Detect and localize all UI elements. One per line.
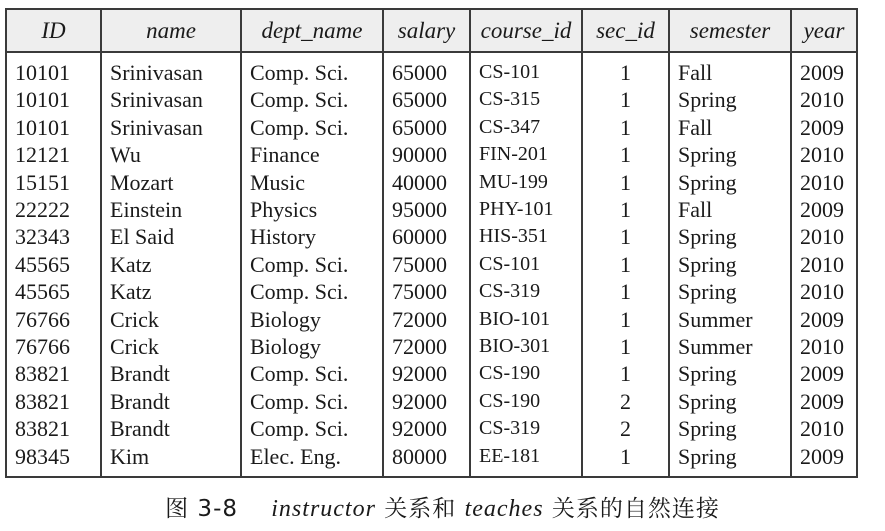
cell-dept-name: History bbox=[241, 223, 383, 250]
column-header-salary: salary bbox=[383, 9, 470, 52]
cell-id: 76766 bbox=[6, 306, 101, 333]
cell-year: 2010 bbox=[791, 169, 857, 196]
cell-salary: 75000 bbox=[383, 251, 470, 278]
cell-dept-name: Comp. Sci. bbox=[241, 86, 383, 113]
cell-sec-id: 1 bbox=[582, 278, 669, 305]
header-row bbox=[6, 9, 857, 52]
cell-course-id: CS-101 bbox=[470, 52, 582, 86]
cell-year: 2010 bbox=[791, 251, 857, 278]
column-header-semester: semester bbox=[669, 9, 791, 52]
cell-name: Mozart bbox=[101, 169, 241, 196]
cell-dept-name: Finance bbox=[241, 141, 383, 168]
cell-salary: 95000 bbox=[383, 196, 470, 223]
cell-year: 2009 bbox=[791, 443, 857, 477]
cell-salary: 90000 bbox=[383, 141, 470, 168]
column-header-dept-name: dept_name bbox=[241, 9, 383, 52]
cell-sec-id: 1 bbox=[582, 333, 669, 360]
cell-course-id: CS-319 bbox=[470, 278, 582, 305]
cell-year: 2009 bbox=[791, 306, 857, 333]
cell-id: 83821 bbox=[6, 360, 101, 387]
table-row bbox=[6, 196, 857, 223]
cell-sec-id: 1 bbox=[582, 306, 669, 333]
cell-dept-name: Comp. Sci. bbox=[241, 388, 383, 415]
cell-sec-id: 1 bbox=[582, 196, 669, 223]
cell-course-id: BIO-101 bbox=[470, 306, 582, 333]
cell-name: El Said bbox=[101, 223, 241, 250]
cell-name: Brandt bbox=[101, 415, 241, 442]
table-row bbox=[6, 415, 857, 442]
cell-year: 2010 bbox=[791, 333, 857, 360]
cell-course-id: CS-347 bbox=[470, 114, 582, 141]
cell-sec-id: 1 bbox=[582, 86, 669, 113]
cell-semester: Spring bbox=[669, 169, 791, 196]
cell-year: 2009 bbox=[791, 360, 857, 387]
cell-dept-name: Biology bbox=[241, 306, 383, 333]
table-row bbox=[6, 388, 857, 415]
cell-id: 32343 bbox=[6, 223, 101, 250]
table-row bbox=[6, 169, 857, 196]
caption-term-teaches: teaches bbox=[464, 496, 544, 522]
table-row bbox=[6, 306, 857, 333]
cell-course-id: CS-190 bbox=[470, 388, 582, 415]
cell-salary: 65000 bbox=[383, 52, 470, 86]
table-row bbox=[6, 86, 857, 113]
cell-id: 15151 bbox=[6, 169, 101, 196]
cell-semester: Spring bbox=[669, 443, 791, 477]
cell-salary: 92000 bbox=[383, 415, 470, 442]
table-row bbox=[6, 223, 857, 250]
cell-id: 83821 bbox=[6, 388, 101, 415]
cell-semester: Summer bbox=[669, 333, 791, 360]
cell-id: 83821 bbox=[6, 415, 101, 442]
cell-sec-id: 1 bbox=[582, 223, 669, 250]
cell-sec-id: 1 bbox=[582, 169, 669, 196]
cell-year: 2010 bbox=[791, 86, 857, 113]
cell-course-id: CS-101 bbox=[470, 251, 582, 278]
cell-sec-id: 2 bbox=[582, 388, 669, 415]
cell-dept-name: Elec. Eng. bbox=[241, 443, 383, 477]
cell-year: 2010 bbox=[791, 223, 857, 250]
cell-course-id: EE-181 bbox=[470, 443, 582, 477]
cell-sec-id: 2 bbox=[582, 415, 669, 442]
cell-name: Srinivasan bbox=[101, 52, 241, 86]
column-header-id: ID bbox=[6, 9, 101, 52]
table-row bbox=[6, 443, 857, 477]
cell-sec-id: 1 bbox=[582, 114, 669, 141]
cell-id: 45565 bbox=[6, 251, 101, 278]
table-row bbox=[6, 52, 857, 86]
cell-name: Crick bbox=[101, 333, 241, 360]
cell-year: 2010 bbox=[791, 278, 857, 305]
cell-name: Wu bbox=[101, 141, 241, 168]
caption-term-instructor: instructor bbox=[271, 496, 376, 522]
figure bbox=[5, 8, 856, 478]
cell-course-id: CS-190 bbox=[470, 360, 582, 387]
column-header-course-id: course_id bbox=[470, 9, 582, 52]
cell-id: 22222 bbox=[6, 196, 101, 223]
cell-dept-name: Comp. Sci. bbox=[241, 251, 383, 278]
cell-dept-name: Comp. Sci. bbox=[241, 415, 383, 442]
cell-year: 2010 bbox=[791, 141, 857, 168]
cell-year: 2009 bbox=[791, 196, 857, 223]
cell-name: Katz bbox=[101, 251, 241, 278]
cell-salary: 65000 bbox=[383, 114, 470, 141]
cell-sec-id: 1 bbox=[582, 360, 669, 387]
caption-label: 图 3-8 bbox=[165, 496, 239, 522]
cell-semester: Spring bbox=[669, 223, 791, 250]
cell-dept-name: Biology bbox=[241, 333, 383, 360]
cell-name: Srinivasan bbox=[101, 114, 241, 141]
table-row bbox=[6, 333, 857, 360]
table-row bbox=[6, 114, 857, 141]
cell-id: 10101 bbox=[6, 52, 101, 86]
column-header-year: year bbox=[791, 9, 857, 52]
cell-course-id: FIN-201 bbox=[470, 141, 582, 168]
cell-salary: 72000 bbox=[383, 333, 470, 360]
cell-dept-name: Physics bbox=[241, 196, 383, 223]
natural-join-table bbox=[5, 8, 858, 478]
cell-dept-name: Comp. Sci. bbox=[241, 278, 383, 305]
cell-semester: Spring bbox=[669, 278, 791, 305]
cell-salary: 75000 bbox=[383, 278, 470, 305]
cell-year: 2009 bbox=[791, 388, 857, 415]
cell-semester: Spring bbox=[669, 360, 791, 387]
cell-course-id: BIO-301 bbox=[470, 333, 582, 360]
cell-course-id: CS-315 bbox=[470, 86, 582, 113]
cell-sec-id: 1 bbox=[582, 52, 669, 86]
cell-id: 98345 bbox=[6, 443, 101, 477]
figure-caption bbox=[0, 490, 885, 523]
cell-semester: Spring bbox=[669, 141, 791, 168]
cell-name: Einstein bbox=[101, 196, 241, 223]
cell-salary: 40000 bbox=[383, 169, 470, 196]
cell-year: 2010 bbox=[791, 415, 857, 442]
cell-name: Katz bbox=[101, 278, 241, 305]
cell-id: 76766 bbox=[6, 333, 101, 360]
cell-salary: 92000 bbox=[383, 388, 470, 415]
cell-name: Brandt bbox=[101, 388, 241, 415]
table-row bbox=[6, 251, 857, 278]
column-header-name: name bbox=[101, 9, 241, 52]
cell-course-id: PHY-101 bbox=[470, 196, 582, 223]
caption-word-1: 关系和 bbox=[384, 496, 457, 522]
cell-salary: 80000 bbox=[383, 443, 470, 477]
table-row bbox=[6, 360, 857, 387]
cell-dept-name: Music bbox=[241, 169, 383, 196]
table-row bbox=[6, 278, 857, 305]
cell-name: Brandt bbox=[101, 360, 241, 387]
cell-semester: Fall bbox=[669, 52, 791, 86]
cell-sec-id: 1 bbox=[582, 251, 669, 278]
caption-word-2: 关系的自然连接 bbox=[551, 496, 720, 522]
cell-semester: Spring bbox=[669, 415, 791, 442]
cell-salary: 92000 bbox=[383, 360, 470, 387]
cell-id: 12121 bbox=[6, 141, 101, 168]
cell-dept-name: Comp. Sci. bbox=[241, 114, 383, 141]
cell-year: 2009 bbox=[791, 114, 857, 141]
cell-salary: 65000 bbox=[383, 86, 470, 113]
cell-course-id: CS-319 bbox=[470, 415, 582, 442]
cell-name: Crick bbox=[101, 306, 241, 333]
cell-id: 10101 bbox=[6, 114, 101, 141]
table-row bbox=[6, 141, 857, 168]
cell-year: 2009 bbox=[791, 52, 857, 86]
cell-sec-id: 1 bbox=[582, 141, 669, 168]
cell-sec-id: 1 bbox=[582, 443, 669, 477]
table-body bbox=[6, 52, 857, 477]
cell-dept-name: Comp. Sci. bbox=[241, 52, 383, 86]
cell-name: Kim bbox=[101, 443, 241, 477]
column-header-sec-id: sec_id bbox=[582, 9, 669, 52]
cell-salary: 72000 bbox=[383, 306, 470, 333]
cell-semester: Summer bbox=[669, 306, 791, 333]
cell-semester: Spring bbox=[669, 86, 791, 113]
cell-semester: Spring bbox=[669, 388, 791, 415]
cell-id: 45565 bbox=[6, 278, 101, 305]
cell-course-id: MU-199 bbox=[470, 169, 582, 196]
cell-semester: Fall bbox=[669, 196, 791, 223]
cell-dept-name: Comp. Sci. bbox=[241, 360, 383, 387]
cell-course-id: HIS-351 bbox=[470, 223, 582, 250]
cell-id: 10101 bbox=[6, 86, 101, 113]
cell-semester: Fall bbox=[669, 114, 791, 141]
cell-name: Srinivasan bbox=[101, 86, 241, 113]
cell-salary: 60000 bbox=[383, 223, 470, 250]
cell-semester: Spring bbox=[669, 251, 791, 278]
